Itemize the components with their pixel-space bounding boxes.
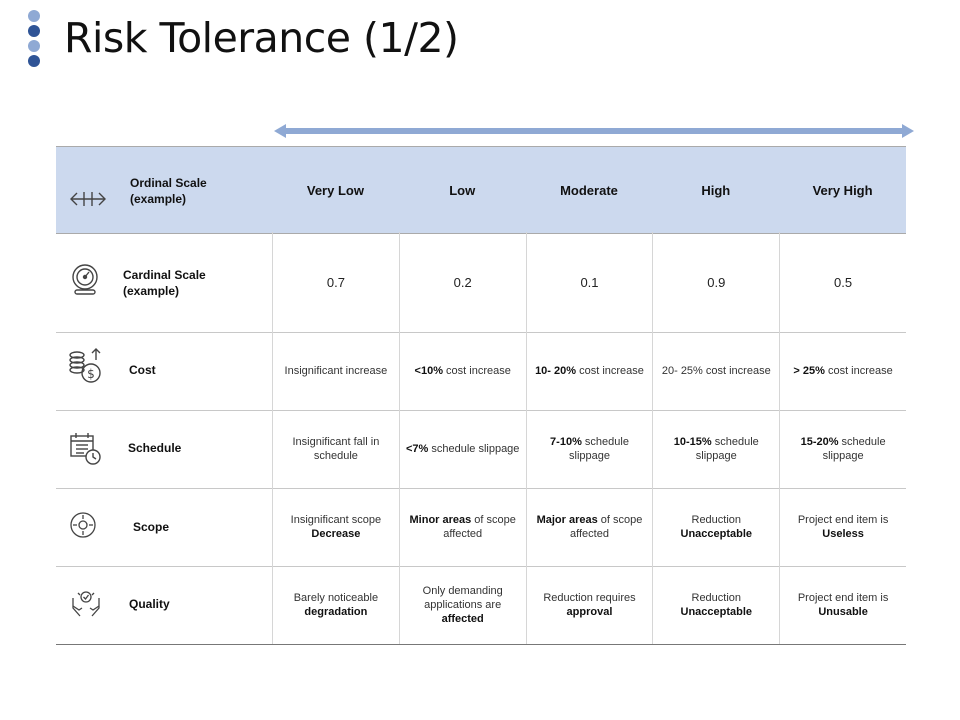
- row-label-line: Cardinal Scale: [123, 268, 206, 282]
- cell-text: [291, 513, 382, 541]
- cell-part: > 25%: [793, 365, 825, 377]
- cell-part: schedule slippage: [695, 436, 759, 462]
- cell-part: of scope affected: [570, 514, 643, 540]
- cell-text: [404, 513, 522, 541]
- cell-part: of scope affected: [443, 514, 516, 540]
- cell-part: 10- 20%: [535, 365, 577, 377]
- cell-text: [406, 442, 519, 456]
- arrows-icon: [68, 187, 108, 216]
- table-row: [56, 566, 906, 645]
- table-cell: [526, 332, 653, 410]
- cell-part: Reduction: [691, 514, 742, 526]
- cell-text: [798, 513, 888, 541]
- cell-text: [681, 591, 753, 619]
- calendar-clock-icon: [68, 430, 104, 471]
- table-cell: [779, 410, 906, 488]
- cell-part: cost increase: [442, 365, 511, 377]
- cell-part: Unacceptable: [680, 528, 753, 540]
- row-label-cell: [56, 410, 272, 488]
- cell-text: [543, 591, 635, 619]
- header-level-cell: Very High: [812, 182, 873, 198]
- cell-part: Minor areas: [409, 514, 472, 526]
- table-cell: [652, 232, 779, 332]
- cell-text: [707, 275, 725, 290]
- cell-text: [277, 435, 395, 463]
- table-cell: [272, 332, 399, 410]
- cell-text: [415, 364, 511, 378]
- cell-value: 0.2: [453, 274, 472, 290]
- cell-part: cost increase: [576, 365, 644, 377]
- hands-quality-icon: [68, 588, 104, 625]
- cell-part: 15-20%: [800, 436, 839, 448]
- risk-tolerance-table: [56, 146, 906, 644]
- cell-part: Insignificant fall in schedule: [292, 436, 380, 462]
- cell-part: schedule slippage: [822, 436, 886, 462]
- row-label-line: Schedule: [128, 441, 182, 455]
- cell-part: Unusable: [818, 606, 868, 618]
- cell-part: approval: [566, 606, 613, 618]
- table-cell: [652, 566, 779, 644]
- row-label-line: (example): [130, 192, 187, 206]
- table-cell: [652, 410, 779, 488]
- cell-text: [580, 275, 598, 290]
- table-cell: [272, 566, 399, 644]
- cell-part: Useless: [822, 528, 864, 540]
- dot: [28, 40, 40, 52]
- row-label: [129, 596, 170, 612]
- header-level-cell: Very Low: [306, 182, 364, 198]
- cell-text: [657, 435, 775, 463]
- decorative-dots: [28, 10, 42, 70]
- cell-text: [294, 591, 378, 619]
- table-cell: [399, 332, 526, 410]
- row-label-line: Quality: [129, 597, 170, 611]
- dot: [28, 55, 40, 67]
- cell-part: Only demanding applications are: [422, 585, 503, 611]
- row-label-cell: [56, 566, 272, 644]
- cell-part: 7-10%: [550, 436, 582, 448]
- table-cell: [652, 488, 779, 566]
- row-label: [123, 267, 206, 299]
- cell-part: Decrease: [311, 528, 361, 540]
- target-scope-icon: [68, 510, 98, 545]
- table-cell: [526, 488, 653, 566]
- table-cell: [399, 232, 526, 332]
- cell-part: affected: [441, 613, 484, 625]
- cell-part: degradation: [304, 606, 368, 618]
- coins-dollar-icon: [68, 346, 104, 391]
- table-cell: [779, 566, 906, 644]
- cell-text: [535, 364, 644, 378]
- cell-value: 0.1: [580, 274, 599, 290]
- table-cell: [526, 566, 653, 644]
- row-label-cell: [56, 332, 272, 410]
- cell-part: Unacceptable: [680, 606, 753, 618]
- table-cell: [399, 566, 526, 644]
- table-cell: [272, 232, 399, 332]
- svg-text:$: $: [87, 367, 95, 381]
- table-cell: [652, 332, 779, 410]
- cell-text: [327, 275, 345, 290]
- cell-part: <10%: [414, 365, 443, 377]
- double-arrow-icon: [270, 122, 920, 142]
- row-label: [128, 440, 181, 456]
- dot: [28, 25, 40, 37]
- cell-part: Barely noticeable: [293, 592, 379, 604]
- page-title: Risk Tolerance (1/2): [64, 14, 459, 62]
- table-row: [56, 488, 906, 567]
- table-cell: [272, 410, 399, 488]
- table-row: [56, 232, 906, 333]
- cell-text: [834, 275, 852, 290]
- cell-part: schedule slippage: [569, 436, 629, 462]
- table-cell: [779, 488, 906, 566]
- row-label: [133, 519, 169, 535]
- table-row: [56, 332, 906, 411]
- cell-text: [404, 584, 522, 626]
- header-label-cell: [56, 147, 272, 233]
- row-label-line: Cost: [129, 363, 156, 377]
- table-cell: [779, 332, 906, 410]
- speedometer-icon: [68, 262, 102, 301]
- cell-part: Major areas: [536, 514, 598, 526]
- header-level-cell: Low: [449, 182, 476, 198]
- cell-part: Insignificant scope: [290, 514, 382, 526]
- table-row: [56, 410, 906, 489]
- cell-value: 0.5: [834, 274, 853, 290]
- header-level-cell: High: [701, 182, 731, 198]
- cell-text: [784, 435, 902, 463]
- cell-value: 0.9: [707, 274, 726, 290]
- table-cell: [272, 488, 399, 566]
- cell-text: [531, 513, 649, 541]
- cell-value: 0.7: [326, 274, 345, 290]
- cell-text: [531, 435, 649, 463]
- dot: [28, 10, 40, 22]
- header-level-cell: Moderate: [560, 182, 618, 198]
- table-header-row: [56, 146, 906, 234]
- table-cell: [526, 232, 653, 332]
- row-label-cell: [56, 488, 272, 566]
- cell-part: cost increase: [824, 365, 893, 377]
- table-cell: [526, 410, 653, 488]
- cell-part: Insignificant increase: [284, 365, 388, 377]
- row-label: [129, 362, 156, 378]
- cell-part: 10-15%: [673, 436, 712, 448]
- row-label-cell: [56, 232, 272, 332]
- cell-part: <7%: [405, 443, 429, 455]
- cell-text: [681, 513, 753, 541]
- table-cell: [399, 410, 526, 488]
- cell-text: [285, 364, 388, 378]
- cell-part: 20- 25% cost increase: [661, 365, 771, 377]
- cell-part: Reduction: [691, 592, 742, 604]
- cell-text: [454, 275, 472, 290]
- row-label: [130, 175, 207, 207]
- table-cell: [779, 232, 906, 332]
- cell-text: [798, 591, 888, 619]
- cell-text: [662, 364, 771, 378]
- cell-part: Reduction requires: [543, 592, 636, 604]
- row-label-line: (example): [123, 284, 180, 298]
- cell-part: Project end item is: [797, 592, 889, 604]
- cell-part: Project end item is: [797, 514, 889, 526]
- cell-part: schedule slippage: [428, 443, 520, 455]
- row-label-line: Scope: [133, 520, 170, 534]
- cell-text: [793, 364, 892, 378]
- table-cell: [399, 488, 526, 566]
- row-label-line: Ordinal Scale: [130, 176, 207, 190]
